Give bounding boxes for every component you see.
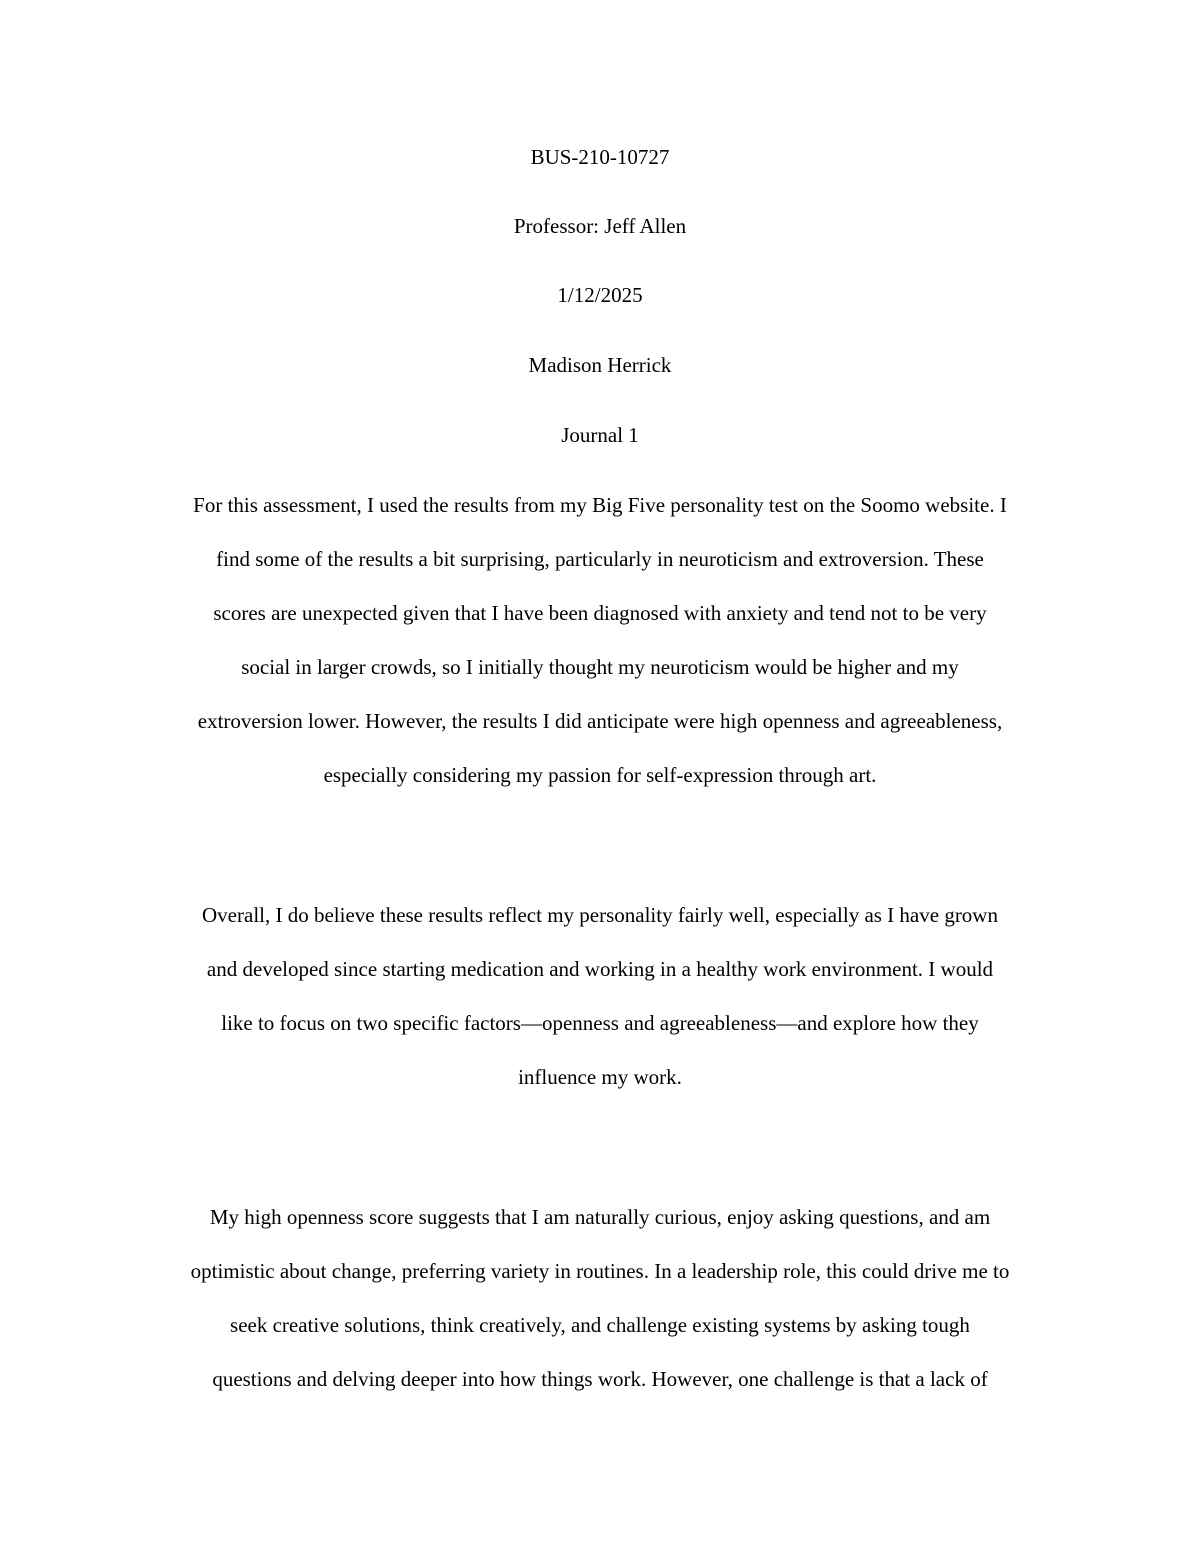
paragraph-line: extroversion lower. However, the results I did anticipate were high openness and agreeableness, [197,709,1003,733]
paragraph-line: optimistic about change, preferring variety in routines. In a leadership role, this could drive me to [190,1259,1010,1283]
paragraph-line: scores are unexpected given that I have been diagnosed with anxiety and tend not to be very [213,601,987,625]
paragraph-line: find some of the results a bit surprising, particularly in neuroticism and extroversion. These [216,547,984,571]
paragraph-line: Overall, I do believe these results reflect my personality fairly well, especially as I have grown [202,903,998,927]
paragraph-line: For this assessment, I used the results from my Big Five personality test on the Soomo website. I [193,493,1007,517]
course-code: BUS-210-10727 [530,145,670,169]
paragraph-line: My high openness score suggests that I am naturally curious, enjoy asking questions, and am [209,1205,991,1229]
professor-name: Professor: Jeff Allen [513,214,687,238]
journal-title: Journal 1 [561,423,639,447]
paragraph-line: and developed since starting medication and working in a healthy work environment. I would [206,957,994,981]
paragraph-line: seek creative solutions, think creatively, and challenge existing systems by asking tough [230,1313,970,1337]
paragraph-line: social in larger crowds, so I initially thought my neuroticism would be higher and my [241,655,959,679]
paragraph-line: especially considering my passion for self-expression through art. [323,763,877,787]
date: 1/12/2025 [557,283,643,307]
author-name: Madison Herrick [528,353,672,377]
paragraph-line: like to focus on two specific factors—openness and agreeableness—and explore how they [221,1011,979,1035]
paragraph-line: questions and delving deeper into how things work. However, one challenge is that a lack of [212,1367,988,1391]
paragraph-line: influence my work. [518,1065,682,1089]
